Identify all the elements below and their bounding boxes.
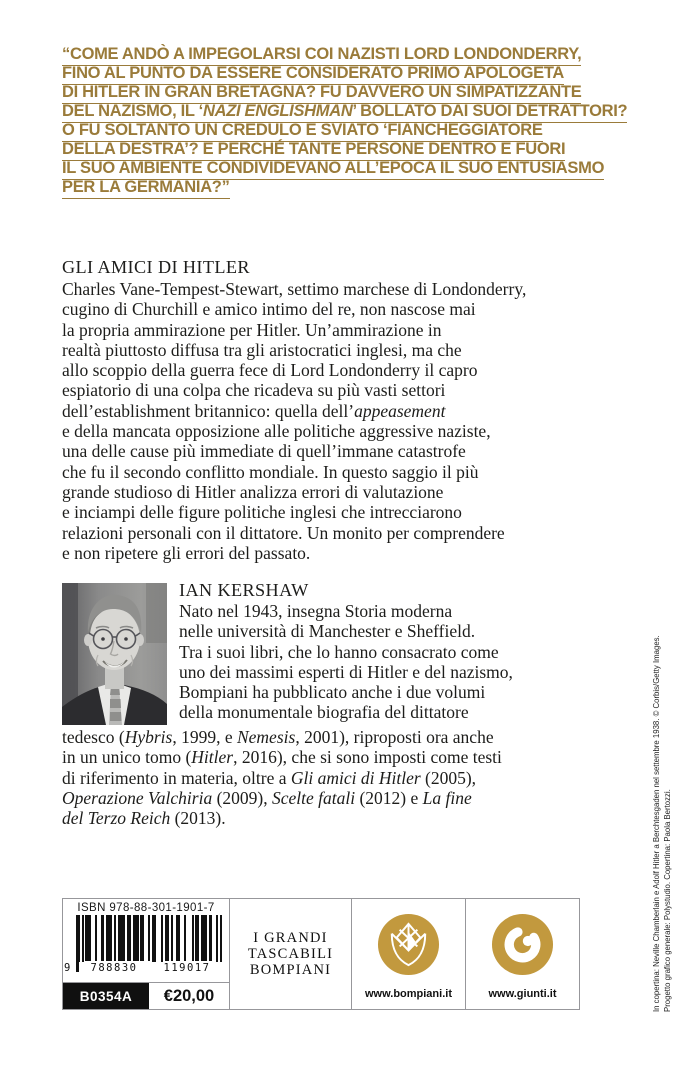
bio-line: tedesco (Hybris, 1999, e Nemesis, 2001), riproposti ora anche <box>62 727 494 747</box>
series-name <box>248 930 333 978</box>
quote-line: DELLA DESTRA’? E PERCHÉ TANTE PERSONE DENTRO E FUORI <box>62 140 637 159</box>
bio-line: in un unico tomo (Hitler, 2016), che si sono imposti come testi <box>62 747 502 768</box>
author-bio <box>179 580 513 723</box>
bompiani-url: www.bompiani.it <box>365 988 452 1000</box>
photo-credit: In copertina: Neville Chamberlain e Adolf Hitler a Berchtesgaden nel settembre 1938. © Corbis/Getty Images. <box>652 635 661 1012</box>
barcode-bar <box>176 915 180 961</box>
author-bio-continued <box>62 727 502 828</box>
bio-line: Operazione Valchiria (2009), Scelte fatali (2012) e La fine <box>62 787 472 808</box>
series-cell <box>229 899 351 1009</box>
barcode-bar <box>192 915 194 961</box>
barcode-bar <box>101 915 105 961</box>
author-portrait-illustration <box>62 583 167 725</box>
series-line: I GRANDI <box>253 930 328 946</box>
cover-credits <box>652 620 673 1012</box>
author-name: IAN KERSHAW <box>179 580 309 600</box>
author-photo <box>62 583 167 725</box>
barcode-bar <box>171 915 173 961</box>
synopsis-line: dell’establishment britannico: quella dell’appeasement <box>62 400 446 421</box>
isbn-cell <box>63 899 229 1009</box>
quote-line: FINO AL PUNTO DA ESSERE CONSIDERATO PRIMO APOLOGETA <box>62 64 637 83</box>
synopsis-line: realtà piuttosto diffusa tra gli aristocratici inglesi, ma che <box>62 339 462 360</box>
barcode-bar <box>148 915 150 961</box>
synopsis-line: che fu il secondo conflitto mondiale. In questo saggio il più <box>62 461 479 482</box>
quote-line: DI HITLER IN GRAN BRETAGNA? FU DAVVERO UN SIMPATIZZANTE <box>62 83 637 102</box>
author-bio-side <box>179 601 513 723</box>
quote-line: PER LA GERMANIA?” <box>62 178 637 197</box>
barcode-bar <box>133 915 139 961</box>
bio-line: uno dei massimi esperti di Hitler e del nazismo, <box>179 661 513 682</box>
quote-line: IL SUO AMBIENTE CONDIVIDEVANO ALL’EPOCA IL SUO ENTUSIASMO <box>62 159 637 178</box>
colophon-strip <box>62 898 580 1010</box>
synopsis-line: la propria ammirazione per Hitler. Un’ammirazione in <box>62 319 442 340</box>
bio-line: del Terzo Reich (2013). <box>62 808 226 829</box>
quote-line: DEL NAZISMO, IL ‘NAZI ENGLISHMAN’ BOLLATO DAI SUOI DETRATTORI? <box>62 102 637 121</box>
synopsis <box>62 256 647 563</box>
edition-code: B0354A <box>63 983 149 1009</box>
quote-line: “COME ANDÒ A IMPEGOLARSI COI NAZISTI LORD LONDONDERRY, <box>62 45 637 64</box>
barcode-bar <box>184 915 186 961</box>
bio-line: Tra i suoi libri, che lo hanno consacrato come <box>179 641 499 662</box>
code-price-row <box>63 982 229 1009</box>
barcode-bar <box>95 915 97 961</box>
isbn-label: ISBN 978-88-301-1901-7 <box>77 902 215 914</box>
giunti-url: www.giunti.it <box>488 988 557 1000</box>
synopsis-line: espiatorio di una colpa che ricadeva su più vasti settori <box>62 380 446 401</box>
synopsis-line: grande studioso di Hitler analizza errori di valutazione <box>62 481 444 502</box>
barcode-bar <box>201 915 207 961</box>
synopsis-line: allo scoppio della guerra fece di Lord Londonderry il capro <box>62 360 478 381</box>
synopsis-title: GLI AMICI DI HITLER <box>62 257 250 277</box>
bio-line: della monumentale biografia del dittatore <box>179 702 469 723</box>
barcode-bar <box>195 915 199 961</box>
barcode-bar <box>140 915 144 961</box>
barcode-bar <box>209 915 213 961</box>
series-line: BOMPIANI <box>249 962 332 978</box>
bio-line: nelle università di Manchester e Sheffield. <box>179 621 476 642</box>
barcode-bar <box>118 915 126 961</box>
price: €20,00 <box>163 986 215 1005</box>
synopsis-text <box>62 279 647 563</box>
synopsis-line: una delle cause più immediate di quell’immane catastrofe <box>62 441 466 462</box>
barcode-bar <box>106 915 112 961</box>
cover-quote <box>62 45 637 197</box>
design-credit: Progetto grafico generale: Polystudio. Copertina: Paola Bertozzi. <box>662 789 672 1012</box>
synopsis-line: e della mancata opposizione alle politiche aggressive naziste, <box>62 421 491 442</box>
giunti-cell <box>465 899 579 1009</box>
barcode-bar <box>85 915 91 961</box>
bio-line: Bompiani ha pubblicato anche i due volumi <box>179 682 486 703</box>
giunti-g-icon <box>491 913 554 976</box>
bompiani-cell <box>351 899 465 1009</box>
synopsis-line: Charles Vane-Tempest-Stewart, settimo marchese di Londonderry, <box>62 279 527 299</box>
series-line: TASCABILI <box>247 946 334 962</box>
synopsis-line: e inciampi delle figure politiche inglesi che intrecciarono <box>62 502 462 523</box>
barcode-bar <box>165 915 169 961</box>
barcode <box>64 915 222 975</box>
synopsis-line: e non ripetere gli errori del passato. <box>62 542 311 563</box>
barcode-bar <box>114 915 116 961</box>
bio-line: Nato nel 1943, insegna Storia moderna <box>179 601 453 621</box>
barcode-bar <box>127 915 131 961</box>
bio-line: di riferimento in materia, oltre a Gli amici di Hitler (2005), <box>62 767 477 788</box>
bompiani-flower-icon <box>377 913 440 976</box>
synopsis-line: cugino di Churchill e amico intimo del re, non nascose mai <box>62 299 476 320</box>
barcode-digits: 9 788830 119017 <box>64 962 222 975</box>
quote-line: O FU SOLTANTO UN CREDULO E SVIATO ‘FIANCHEGGIATORE <box>62 121 637 140</box>
synopsis-line: relazioni personali con il dittatore. Un monito per comprendere <box>62 522 505 543</box>
